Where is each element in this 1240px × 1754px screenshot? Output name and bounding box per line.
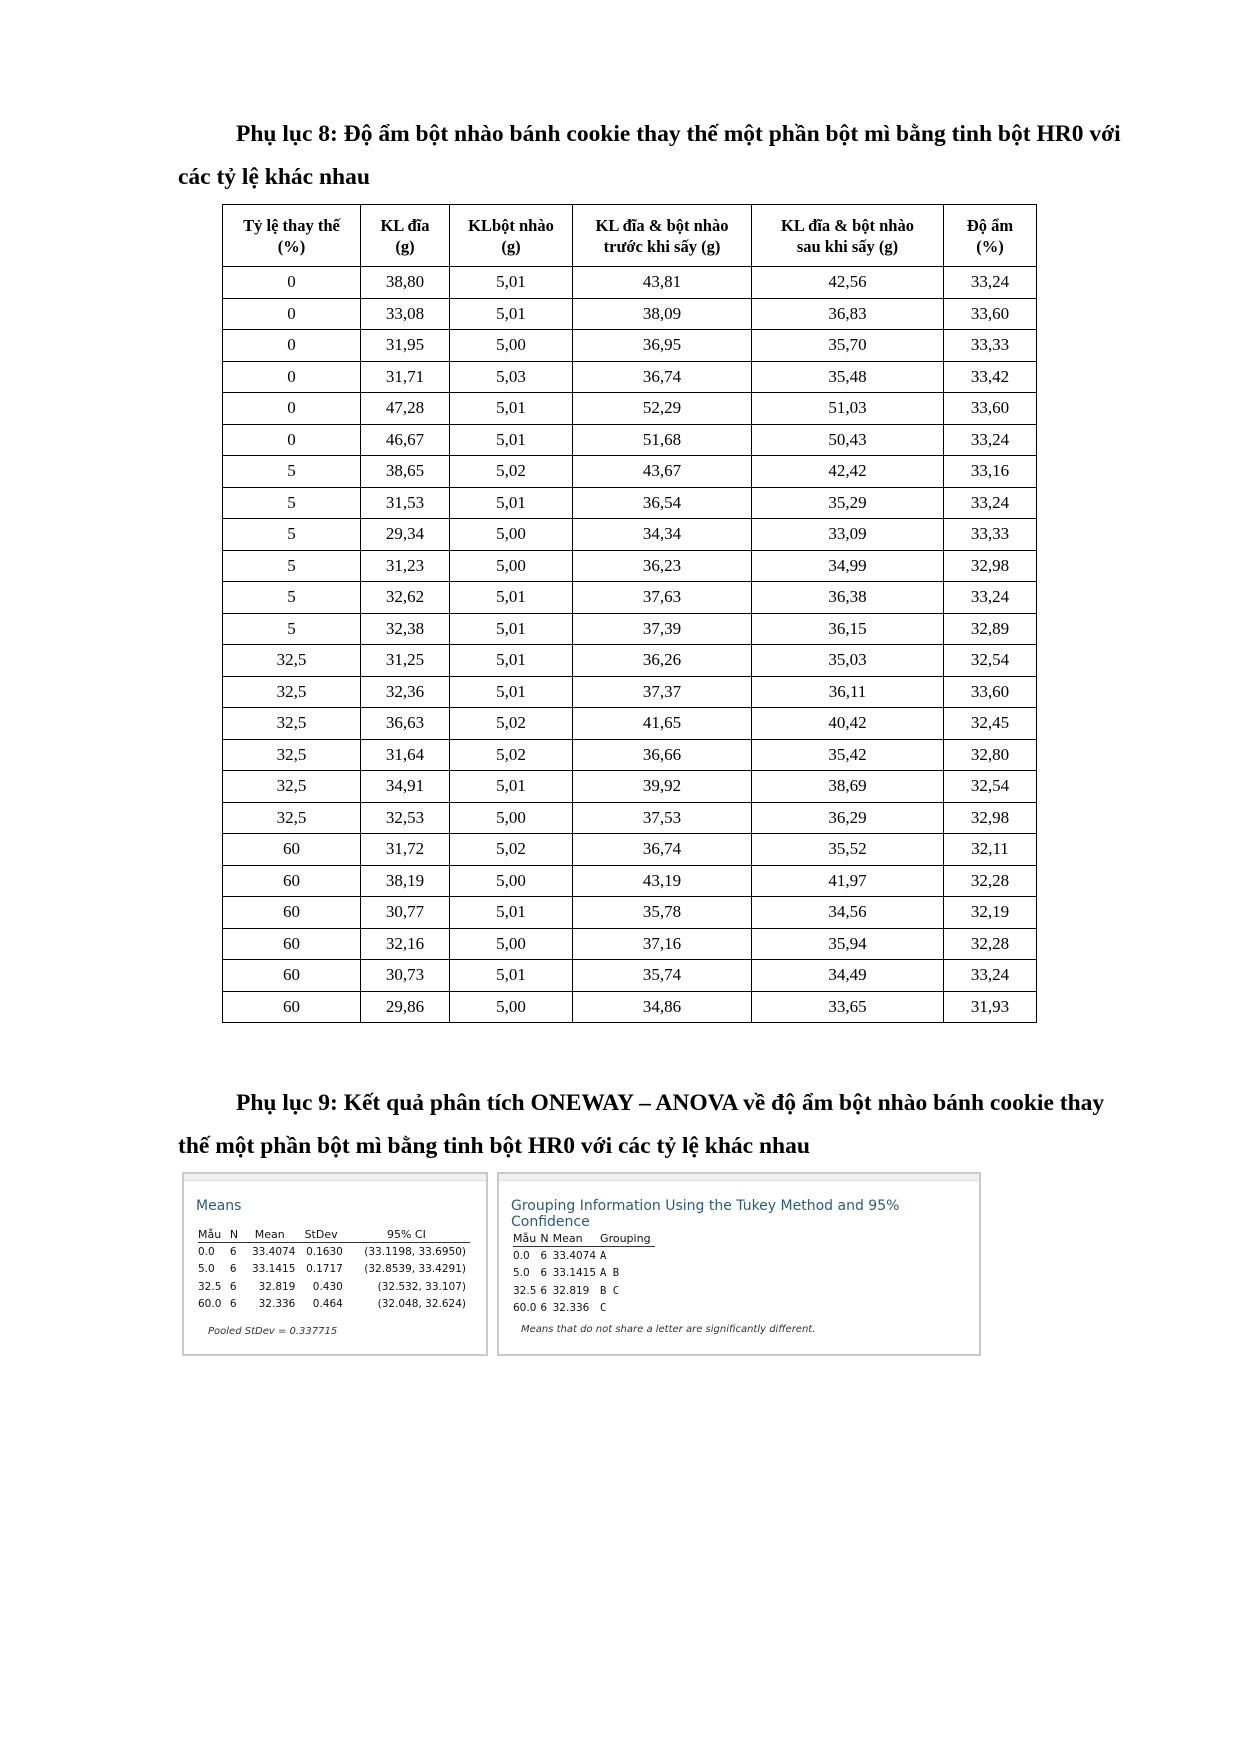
cell-before-drying: 36,74 [573, 834, 752, 866]
means-cell-mean: 33.1415 [251, 1263, 296, 1276]
table-row [223, 771, 1037, 803]
cell-after-drying: 41,97 [752, 865, 944, 897]
cell-moisture: 33,24 [944, 960, 1037, 992]
tukey-cell-n: 6 [540, 1302, 548, 1315]
means-col-mean: Mean [244, 1226, 299, 1243]
tukey-header-row [513, 1230, 655, 1247]
cell-moisture: 32,98 [944, 802, 1037, 834]
cell-dish-weight: 29,86 [361, 991, 450, 1023]
cell-dish-weight: 31,71 [361, 361, 450, 393]
cell-before-drying: 37,63 [573, 582, 752, 614]
tukey-cell-sample: 60.0 [513, 1302, 537, 1315]
cell-dough-weight: 5,02 [450, 708, 573, 740]
tukey-col-grouping: Grouping [600, 1230, 655, 1247]
cell-ratio: 0 [223, 330, 361, 362]
cell-moisture: 32,19 [944, 897, 1037, 929]
cell-dough-weight: 5,01 [450, 771, 573, 803]
tukey-cell-sample: 32.5 [513, 1284, 537, 1297]
cell-before-drying: 35,74 [573, 960, 752, 992]
tukey-table [513, 1230, 655, 1317]
cell-dough-weight: 5,01 [450, 897, 573, 929]
means-row [198, 1243, 470, 1261]
tukey-col-mean: Mean [553, 1230, 600, 1247]
cell-before-drying: 36,66 [573, 739, 752, 771]
cell-moisture: 33,24 [944, 424, 1037, 456]
table-row [223, 897, 1037, 929]
means-cell-ci: (32.048, 32.624) [377, 1298, 466, 1311]
cell-after-drying: 34,49 [752, 960, 944, 992]
cell-ratio: 60 [223, 991, 361, 1023]
cell-after-drying: 42,56 [752, 267, 944, 299]
cell-dish-weight: 32,36 [361, 676, 450, 708]
cell-after-drying: 34,56 [752, 897, 944, 929]
table-row [223, 361, 1037, 393]
cell-dish-weight: 36,63 [361, 708, 450, 740]
cell-dough-weight: 5,01 [450, 298, 573, 330]
cell-dough-weight: 5,02 [450, 834, 573, 866]
means-row [198, 1278, 470, 1296]
cell-ratio: 5 [223, 487, 361, 519]
cell-dough-weight: 5,00 [450, 991, 573, 1023]
means-cell-sample: 32.5 [198, 1280, 222, 1293]
means-cell-stdev: 0.1717 [306, 1263, 343, 1276]
cell-before-drying: 39,92 [573, 771, 752, 803]
cell-dish-weight: 33,08 [361, 298, 450, 330]
cell-moisture: 33,60 [944, 676, 1037, 708]
cell-dish-weight: 31,95 [361, 330, 450, 362]
cell-dough-weight: 5,01 [450, 645, 573, 677]
table-row [223, 865, 1037, 897]
tukey-title: Grouping Information Using the Tukey Method and 95% Confidence [511, 1198, 900, 1230]
cell-before-drying: 36,95 [573, 330, 752, 362]
cell-after-drying: 36,83 [752, 298, 944, 330]
cell-after-drying: 35,94 [752, 928, 944, 960]
cell-before-drying: 43,19 [573, 865, 752, 897]
tukey-cell-n: 6 [540, 1267, 548, 1280]
cell-dish-weight: 47,28 [361, 393, 450, 425]
cell-moisture: 33,42 [944, 361, 1037, 393]
tukey-cell-n: 6 [540, 1249, 548, 1262]
cell-before-drying: 51,68 [573, 424, 752, 456]
cell-dough-weight: 5,01 [450, 424, 573, 456]
cell-ratio: 5 [223, 550, 361, 582]
cell-dough-weight: 5,01 [450, 582, 573, 614]
means-cell-ci: (32.532, 33.107) [377, 1280, 466, 1293]
cell-dish-weight: 31,72 [361, 834, 450, 866]
cell-dough-weight: 5,03 [450, 361, 573, 393]
cell-ratio: 5 [223, 519, 361, 551]
cell-dough-weight: 5,00 [450, 802, 573, 834]
tukey-cell-n: 6 [540, 1284, 548, 1297]
tukey-cell-grouping: C [600, 1302, 607, 1315]
cell-before-drying: 34,34 [573, 519, 752, 551]
cell-ratio: 60 [223, 928, 361, 960]
cell-ratio: 0 [223, 393, 361, 425]
tukey-row [513, 1300, 655, 1318]
cell-dough-weight: 5,01 [450, 393, 573, 425]
table-row [223, 519, 1037, 551]
appendix-9-title: Phụ lục 9: Kết quả phân tích ONEWAY – ANOVA về độ ẩm bột nhào bánh cookie thay thế một phần bột mì bằng tinh bột HR0 với các tỷ lệ khác nhau [178, 1090, 1105, 1159]
cell-after-drying: 35,48 [752, 361, 944, 393]
cell-after-drying: 36,38 [752, 582, 944, 614]
means-table [198, 1226, 470, 1313]
cell-after-drying: 35,29 [752, 487, 944, 519]
col-header-moisture: Độ ẩm (%) [944, 205, 1037, 267]
tukey-cell-mean: 33.4074 [552, 1249, 597, 1262]
cell-before-drying: 35,78 [573, 897, 752, 929]
means-cell-ci: (32.8539, 33.4291) [364, 1263, 466, 1276]
cell-before-drying: 38,09 [573, 298, 752, 330]
cell-dish-weight: 32,38 [361, 613, 450, 645]
tukey-note: Means that do not share a letter are significantly different. [521, 1324, 816, 1335]
means-cell-n: 6 [229, 1280, 237, 1293]
table-row [223, 330, 1037, 362]
cell-dough-weight: 5,02 [450, 739, 573, 771]
cell-dish-weight: 31,25 [361, 645, 450, 677]
cell-moisture: 32,28 [944, 865, 1037, 897]
means-cell-ci: (33.1198, 33.6950) [364, 1245, 466, 1258]
cell-dough-weight: 5,01 [450, 676, 573, 708]
appendix-8-heading [178, 113, 1128, 199]
cell-before-drying: 34,86 [573, 991, 752, 1023]
cell-dish-weight: 30,73 [361, 960, 450, 992]
cell-dough-weight: 5,00 [450, 519, 573, 551]
means-cell-mean: 32.819 [258, 1280, 296, 1293]
cell-moisture: 33,24 [944, 267, 1037, 299]
cell-before-drying: 36,54 [573, 487, 752, 519]
means-col-ci: 95% CI [347, 1226, 470, 1243]
cell-moisture: 31,93 [944, 991, 1037, 1023]
means-row [198, 1261, 470, 1279]
cell-after-drying: 35,52 [752, 834, 944, 866]
cell-moisture: 32,89 [944, 613, 1037, 645]
cell-after-drying: 51,03 [752, 393, 944, 425]
cell-moisture: 33,60 [944, 298, 1037, 330]
cell-before-drying: 36,74 [573, 361, 752, 393]
means-col-stdev: StDev [299, 1226, 346, 1243]
cell-after-drying: 34,99 [752, 550, 944, 582]
table-row [223, 582, 1037, 614]
cell-moisture: 33,24 [944, 582, 1037, 614]
cell-dough-weight: 5,01 [450, 613, 573, 645]
cell-after-drying: 35,03 [752, 645, 944, 677]
table-row [223, 834, 1037, 866]
cell-after-drying: 35,42 [752, 739, 944, 771]
table-row [223, 676, 1037, 708]
means-col-sample: Mẫu [198, 1226, 230, 1243]
cell-moisture: 32,54 [944, 771, 1037, 803]
table-row [223, 928, 1037, 960]
means-panel [182, 1172, 488, 1356]
cell-before-drying: 36,26 [573, 645, 752, 677]
cell-dish-weight: 31,64 [361, 739, 450, 771]
cell-dough-weight: 5,01 [450, 487, 573, 519]
means-title: Means [196, 1198, 242, 1214]
cell-ratio: 60 [223, 960, 361, 992]
col-header-dough-weight: KLbột nhào (g) [450, 205, 573, 267]
means-cell-sample: 0.0 [198, 1245, 215, 1258]
means-cell-stdev: 0.1630 [306, 1245, 343, 1258]
cell-dish-weight: 32,62 [361, 582, 450, 614]
cell-dish-weight: 46,67 [361, 424, 450, 456]
table-row [223, 298, 1037, 330]
table-row [223, 645, 1037, 677]
cell-ratio: 60 [223, 834, 361, 866]
cell-after-drying: 33,65 [752, 991, 944, 1023]
cell-ratio: 0 [223, 424, 361, 456]
table-row [223, 424, 1037, 456]
table-header-row [223, 205, 1037, 267]
means-cell-n: 6 [229, 1245, 237, 1258]
cell-moisture: 32,98 [944, 550, 1037, 582]
means-cell-mean: 33.4074 [251, 1245, 296, 1258]
tukey-cell-mean: 33.1415 [552, 1267, 597, 1280]
table-row [223, 487, 1037, 519]
cell-ratio: 32,5 [223, 739, 361, 771]
cell-after-drying: 38,69 [752, 771, 944, 803]
means-cell-sample: 60.0 [198, 1298, 222, 1311]
means-row [198, 1296, 470, 1314]
cell-moisture: 32,11 [944, 834, 1037, 866]
cell-moisture: 33,33 [944, 330, 1037, 362]
means-cell-stdev: 0.430 [312, 1280, 343, 1293]
table-row [223, 393, 1037, 425]
cell-moisture: 33,16 [944, 456, 1037, 488]
cell-ratio: 0 [223, 361, 361, 393]
tukey-cell-grouping: A B [600, 1267, 620, 1280]
tukey-row [513, 1282, 655, 1300]
cell-before-drying: 37,39 [573, 613, 752, 645]
table-row [223, 739, 1037, 771]
cell-before-drying: 37,53 [573, 802, 752, 834]
cell-dish-weight: 38,19 [361, 865, 450, 897]
tukey-col-n: N [540, 1230, 552, 1247]
cell-dough-weight: 5,01 [450, 960, 573, 992]
means-header-row [198, 1226, 470, 1243]
cell-dough-weight: 5,01 [450, 267, 573, 299]
col-header-before-drying: KL đĩa & bột nhào trước khi sấy (g) [573, 205, 752, 267]
table-row [223, 960, 1037, 992]
table-row [223, 456, 1037, 488]
cell-moisture: 32,80 [944, 739, 1037, 771]
cell-dish-weight: 30,77 [361, 897, 450, 929]
table-row [223, 708, 1037, 740]
appendix-9-heading [178, 1082, 1128, 1168]
tukey-cell-sample: 0.0 [513, 1249, 530, 1262]
cell-dish-weight: 38,80 [361, 267, 450, 299]
cell-dish-weight: 31,53 [361, 487, 450, 519]
means-cell-sample: 5.0 [198, 1263, 215, 1276]
cell-before-drying: 43,67 [573, 456, 752, 488]
cell-ratio: 32,5 [223, 645, 361, 677]
cell-dough-weight: 5,00 [450, 330, 573, 362]
cell-dough-weight: 5,00 [450, 550, 573, 582]
tukey-panel [497, 1172, 981, 1356]
pooled-stdev: Pooled StDev = 0.337715 [208, 1326, 338, 1337]
tukey-cell-sample: 5.0 [513, 1267, 530, 1280]
cell-after-drying: 33,09 [752, 519, 944, 551]
cell-after-drying: 36,11 [752, 676, 944, 708]
cell-after-drying: 35,70 [752, 330, 944, 362]
cell-dish-weight: 32,16 [361, 928, 450, 960]
cell-before-drying: 37,16 [573, 928, 752, 960]
tukey-col-sample: Mẫu [513, 1230, 540, 1247]
cell-before-drying: 37,37 [573, 676, 752, 708]
cell-ratio: 32,5 [223, 676, 361, 708]
cell-after-drying: 36,15 [752, 613, 944, 645]
tukey-cell-mean: 32.336 [552, 1302, 590, 1315]
cell-moisture: 33,33 [944, 519, 1037, 551]
table-row [223, 613, 1037, 645]
table-row [223, 550, 1037, 582]
means-col-n: N [230, 1226, 244, 1243]
cell-dough-weight: 5,02 [450, 456, 573, 488]
cell-after-drying: 42,42 [752, 456, 944, 488]
table-row [223, 267, 1037, 299]
cell-moisture: 33,60 [944, 393, 1037, 425]
cell-before-drying: 36,23 [573, 550, 752, 582]
means-cell-mean: 32.336 [258, 1298, 296, 1311]
col-header-dish-weight: KL đĩa (g) [361, 205, 450, 267]
appendix-8-title: Phụ lục 8: Độ ẩm bột nhào bánh cookie thay thế một phần bột mì bằng tinh bột HR0 với các tỷ lệ khác nhau [178, 121, 1121, 190]
tukey-cell-mean: 32.819 [552, 1284, 590, 1297]
cell-moisture: 32,45 [944, 708, 1037, 740]
cell-after-drying: 36,29 [752, 802, 944, 834]
cell-dish-weight: 38,65 [361, 456, 450, 488]
cell-ratio: 60 [223, 897, 361, 929]
cell-before-drying: 43,81 [573, 267, 752, 299]
means-cell-n: 6 [229, 1263, 237, 1276]
cell-ratio: 5 [223, 613, 361, 645]
cell-ratio: 32,5 [223, 708, 361, 740]
cell-dough-weight: 5,00 [450, 928, 573, 960]
tukey-cell-grouping: A [600, 1249, 607, 1262]
col-header-after-drying: KL đĩa & bột nhào sau khi sấy (g) [752, 205, 944, 267]
cell-before-drying: 41,65 [573, 708, 752, 740]
means-cell-n: 6 [229, 1298, 237, 1311]
cell-ratio: 32,5 [223, 771, 361, 803]
cell-dough-weight: 5,00 [450, 865, 573, 897]
table-row [223, 991, 1037, 1023]
cell-dish-weight: 32,53 [361, 802, 450, 834]
table-row [223, 802, 1037, 834]
cell-before-drying: 52,29 [573, 393, 752, 425]
moisture-data-table [222, 204, 1037, 1023]
cell-after-drying: 40,42 [752, 708, 944, 740]
cell-dish-weight: 29,34 [361, 519, 450, 551]
cell-ratio: 0 [223, 267, 361, 299]
means-cell-stdev: 0.464 [312, 1298, 343, 1311]
cell-ratio: 60 [223, 865, 361, 897]
cell-moisture: 33,24 [944, 487, 1037, 519]
cell-ratio: 5 [223, 456, 361, 488]
cell-ratio: 32,5 [223, 802, 361, 834]
tukey-row [513, 1265, 655, 1283]
cell-after-drying: 50,43 [752, 424, 944, 456]
cell-dish-weight: 31,23 [361, 550, 450, 582]
tukey-row [513, 1247, 655, 1265]
cell-ratio: 0 [223, 298, 361, 330]
cell-moisture: 32,54 [944, 645, 1037, 677]
cell-moisture: 32,28 [944, 928, 1037, 960]
tukey-cell-grouping: B C [600, 1284, 620, 1297]
cell-ratio: 5 [223, 582, 361, 614]
col-header-ratio: Tỷ lệ thay thế (%) [223, 205, 361, 267]
cell-dish-weight: 34,91 [361, 771, 450, 803]
